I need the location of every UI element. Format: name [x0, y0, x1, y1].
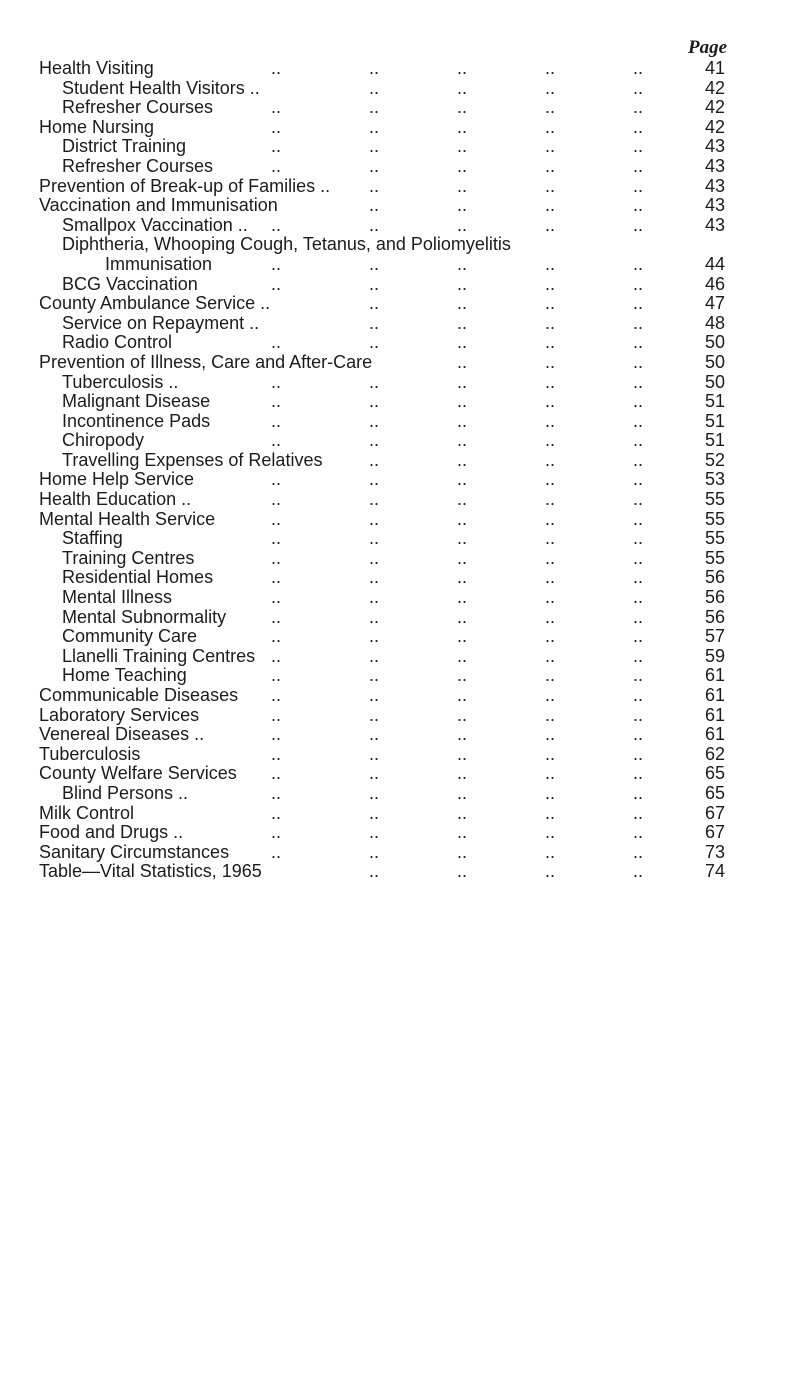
toc-entry-title: Radio Control	[62, 332, 173, 353]
toc-entry-page: 48	[704, 312, 725, 333]
toc-entry-page: 55	[704, 547, 725, 568]
toc-entry-page: 51	[704, 410, 725, 431]
toc-entry-page: 55	[704, 508, 725, 529]
toc-entry-title: Service on Repayment ..	[62, 312, 260, 333]
toc-entry-page: 67	[704, 802, 725, 823]
toc-entry-page: 55	[704, 528, 725, 549]
toc-entry-page: 43	[704, 214, 725, 235]
toc-entry: Community Care 57 .. .. .. .. ..	[62, 626, 725, 647]
toc-entry: Mental Health Service 55 .. .. .. .. ..	[39, 508, 725, 529]
toc-entry: Prevention of Break-up of Families .. 43 .. .. .. ..	[39, 175, 725, 196]
toc-entry-page: 42	[704, 116, 725, 137]
toc-entry: Mental Subnormality 56 .. .. .. .. ..	[62, 606, 725, 627]
toc-entry-title: Home Help Service	[39, 469, 195, 490]
toc-entry-page: 65	[704, 763, 725, 784]
toc-entry-title: BCG Vaccination	[62, 273, 198, 294]
toc-entry: County Welfare Services 65 .. .. .. .. ..	[39, 763, 725, 784]
toc-entry: County Ambulance Service .. 47 .. .. .. ..	[39, 293, 725, 314]
toc-entry-page: 65	[704, 782, 725, 803]
toc-entry-page: 61	[704, 724, 725, 745]
toc-entry: Health Visiting 41 .. .. .. .. ..	[39, 58, 725, 78]
toc-entry: Home Help Service 53 .. .. .. .. ..	[39, 469, 725, 490]
toc-entry: Staffing 55 .. .. .. .. ..	[62, 528, 725, 549]
toc-entry-title: District Training	[62, 136, 187, 157]
toc-entry-title: Mental Subnormality	[62, 606, 227, 627]
toc-entry-title: Incontinence Pads	[62, 410, 211, 431]
toc-entry-page: 67	[704, 822, 725, 843]
toc-entry-title: Vaccination and Immunisation	[39, 195, 278, 216]
toc-entry: Mental Illness 56 .. .. .. .. ..	[62, 587, 725, 608]
toc-entry: Communicable Diseases 61 .. .. .. .. ..	[39, 685, 725, 705]
toc-entry-title: Prevention of Illness, Care and After-Care	[39, 351, 373, 372]
toc-entry: Home Nursing 42 .. .. .. .. ..	[39, 116, 725, 137]
toc-entry-title: Tuberculosis ..	[62, 371, 179, 392]
toc-entry: Residential Homes 56 .. .. .. .. ..	[62, 567, 725, 588]
toc-entry-title: Mental Health Service	[39, 508, 216, 529]
toc-entry-title: Residential Homes	[62, 567, 214, 588]
toc-entry: Chiropody 51 .. .. .. .. ..	[62, 430, 725, 451]
toc-entry-page: 50	[704, 332, 725, 353]
toc-entry-title: Home Nursing	[39, 116, 155, 137]
toc-entry-page: 61	[704, 685, 725, 705]
toc-entry: Venereal Diseases .. 61 .. .. .. .. ..	[39, 724, 725, 745]
toc-entry-title: Refresher Courses	[62, 155, 214, 176]
toc-entry-page: 42	[704, 77, 725, 98]
toc-entry-page: 51	[704, 430, 725, 451]
toc-entry-title: Venereal Diseases ..	[39, 724, 205, 745]
toc-entry: District Training 43 .. .. .. .. ..	[62, 136, 725, 157]
toc-entry-title: Laboratory Services	[39, 704, 200, 725]
toc-entry-title: County Ambulance Service ..	[39, 293, 271, 314]
toc-entry-page: 53	[704, 469, 725, 490]
toc-entry-page: 43	[704, 136, 725, 157]
toc-entry-title: Immunisation	[105, 253, 213, 274]
toc-entry-title: Llanelli Training Centres	[62, 645, 256, 666]
toc-entry-title: Health Visiting	[39, 58, 154, 78]
toc-entry-page: 44	[704, 253, 725, 274]
toc-entry: Service on Repayment .. 48 .. .. .. ..	[62, 312, 725, 333]
toc-entry: BCG Vaccination 46 .. .. .. .. ..	[62, 273, 725, 294]
toc-entry-page: 59	[704, 645, 725, 666]
toc-entry-page: 51	[704, 391, 725, 412]
toc-entry: Travelling Expenses of Relatives 52 .. .. .. ..	[62, 449, 725, 470]
toc-entry-page: 43	[704, 195, 725, 216]
toc-entry: Table—Vital Statistics, 1965 74 .. .. .. ..	[39, 861, 725, 882]
toc-entry: Blind Persons .. 65 .. .. .. .. ..	[62, 782, 725, 803]
toc-entry-title: Table—Vital Statistics, 1965	[39, 861, 262, 882]
toc-entry-page: 74	[704, 861, 725, 882]
toc-entry-title: Travelling Expenses of Relatives	[62, 449, 323, 470]
toc-entry-page: 62	[704, 743, 725, 764]
toc-entry-page: 50	[704, 371, 725, 392]
toc-entry-title: Prevention of Break-up of Families ..	[39, 175, 331, 196]
toc-entry-page: 56	[704, 606, 725, 627]
toc-entry-title: Diphtheria, Whooping Cough, Tetanus, and Poliomyelitis	[62, 234, 511, 255]
toc-entry-title: Sanitary Circumstances	[39, 841, 230, 862]
toc-entry: Home Teaching 61 .. .. .. .. ..	[62, 665, 725, 686]
toc-entry-title: Training Centres	[62, 547, 195, 568]
toc-entry: Training Centres 55 .. .. .. .. ..	[62, 547, 725, 568]
toc-entry: Incontinence Pads 51 .. .. .. .. ..	[62, 410, 725, 431]
toc-entry-page: 42	[704, 97, 725, 118]
toc-entry-title: Home Teaching	[62, 665, 187, 686]
toc-entry-page: 52	[704, 449, 725, 470]
toc-entry-title: Milk Control	[39, 802, 135, 823]
toc-entry: Student Health Visitors .. 42 .. .. .. ..	[62, 77, 725, 98]
toc-entry-title: Student Health Visitors ..	[62, 77, 260, 98]
toc-entry: Tuberculosis 62 .. .. .. .. ..	[39, 743, 725, 764]
toc-entry: Malignant Disease 51 .. .. .. .. ..	[62, 391, 725, 412]
toc-entry-page: 55	[704, 489, 725, 510]
toc-entry: Vaccination and Immunisation 43 .. .. .. ..	[39, 195, 725, 216]
toc-entry-title: County Welfare Services	[39, 763, 237, 784]
toc-entry: Refresher Courses 43 .. .. .. .. ..	[62, 155, 725, 176]
table-of-contents	[39, 59, 725, 882]
toc-entry: Milk Control 67 .. .. .. .. ..	[39, 802, 725, 823]
toc-entry-title: Chiropody	[62, 430, 145, 451]
toc-entry-page: 43	[704, 155, 725, 176]
toc-entry: Radio Control 50 .. .. .. .. ..	[62, 332, 725, 353]
toc-entry: Refresher Courses 42 .. .. .. .. ..	[62, 97, 725, 118]
toc-entry	[39, 235, 725, 255]
toc-entry-title: Refresher Courses	[62, 97, 214, 118]
toc-entry: Food and Drugs .. 67 .. .. .. .. ..	[39, 822, 725, 843]
toc-entry: Sanitary Circumstances 73 .. .. .. .. ..	[39, 841, 725, 862]
toc-entry: Health Education .. 55 .. .. .. .. ..	[39, 489, 725, 510]
toc-entry-page: 56	[704, 567, 725, 588]
toc-entry-title: Blind Persons ..	[62, 782, 189, 803]
toc-entry-title: Mental Illness	[62, 587, 173, 608]
toc-entry-title: Health Education ..	[39, 489, 192, 510]
toc-entry-page: 47	[704, 293, 725, 314]
toc-entry: Prevention of Illness, Care and After-Care 50 .. .. ..	[39, 351, 725, 372]
toc-entry-title: Community Care	[62, 626, 198, 647]
toc-entry-page: 73	[704, 841, 725, 862]
page-column-header: Page	[688, 37, 728, 58]
toc-entry-page: 41	[704, 58, 725, 78]
toc-entry-page: 50	[704, 351, 725, 372]
toc-entry: Immunisation 44 .. .. .. .. ..	[105, 253, 725, 274]
toc-entry-title: Tuberculosis	[39, 743, 141, 764]
toc-entry-title: Staffing	[62, 528, 123, 549]
toc-entry-title: Food and Drugs ..	[39, 822, 184, 843]
toc-entry-page: 61	[704, 665, 725, 686]
toc-entry-title: Smallpox Vaccination ..	[62, 214, 248, 235]
toc-entry: Llanelli Training Centres 59 .. .. .. .. ..	[62, 645, 725, 666]
toc-entry-page: 43	[704, 175, 725, 196]
toc-entry-title: Malignant Disease	[62, 391, 211, 412]
toc-entry: Tuberculosis .. 50 .. .. .. .. ..	[62, 371, 725, 392]
toc-entry: Smallpox Vaccination .. 43 .. .. .. .. ..	[62, 214, 725, 235]
toc-entry-title: Communicable Diseases	[39, 685, 239, 705]
toc-entry-page: 61	[704, 704, 725, 725]
toc-entry-page: 46	[704, 273, 725, 294]
toc-entry-page: 56	[704, 587, 725, 608]
toc-entry: Laboratory Services 61 .. .. .. .. ..	[39, 704, 725, 725]
toc-entry-page: 57	[704, 626, 725, 647]
